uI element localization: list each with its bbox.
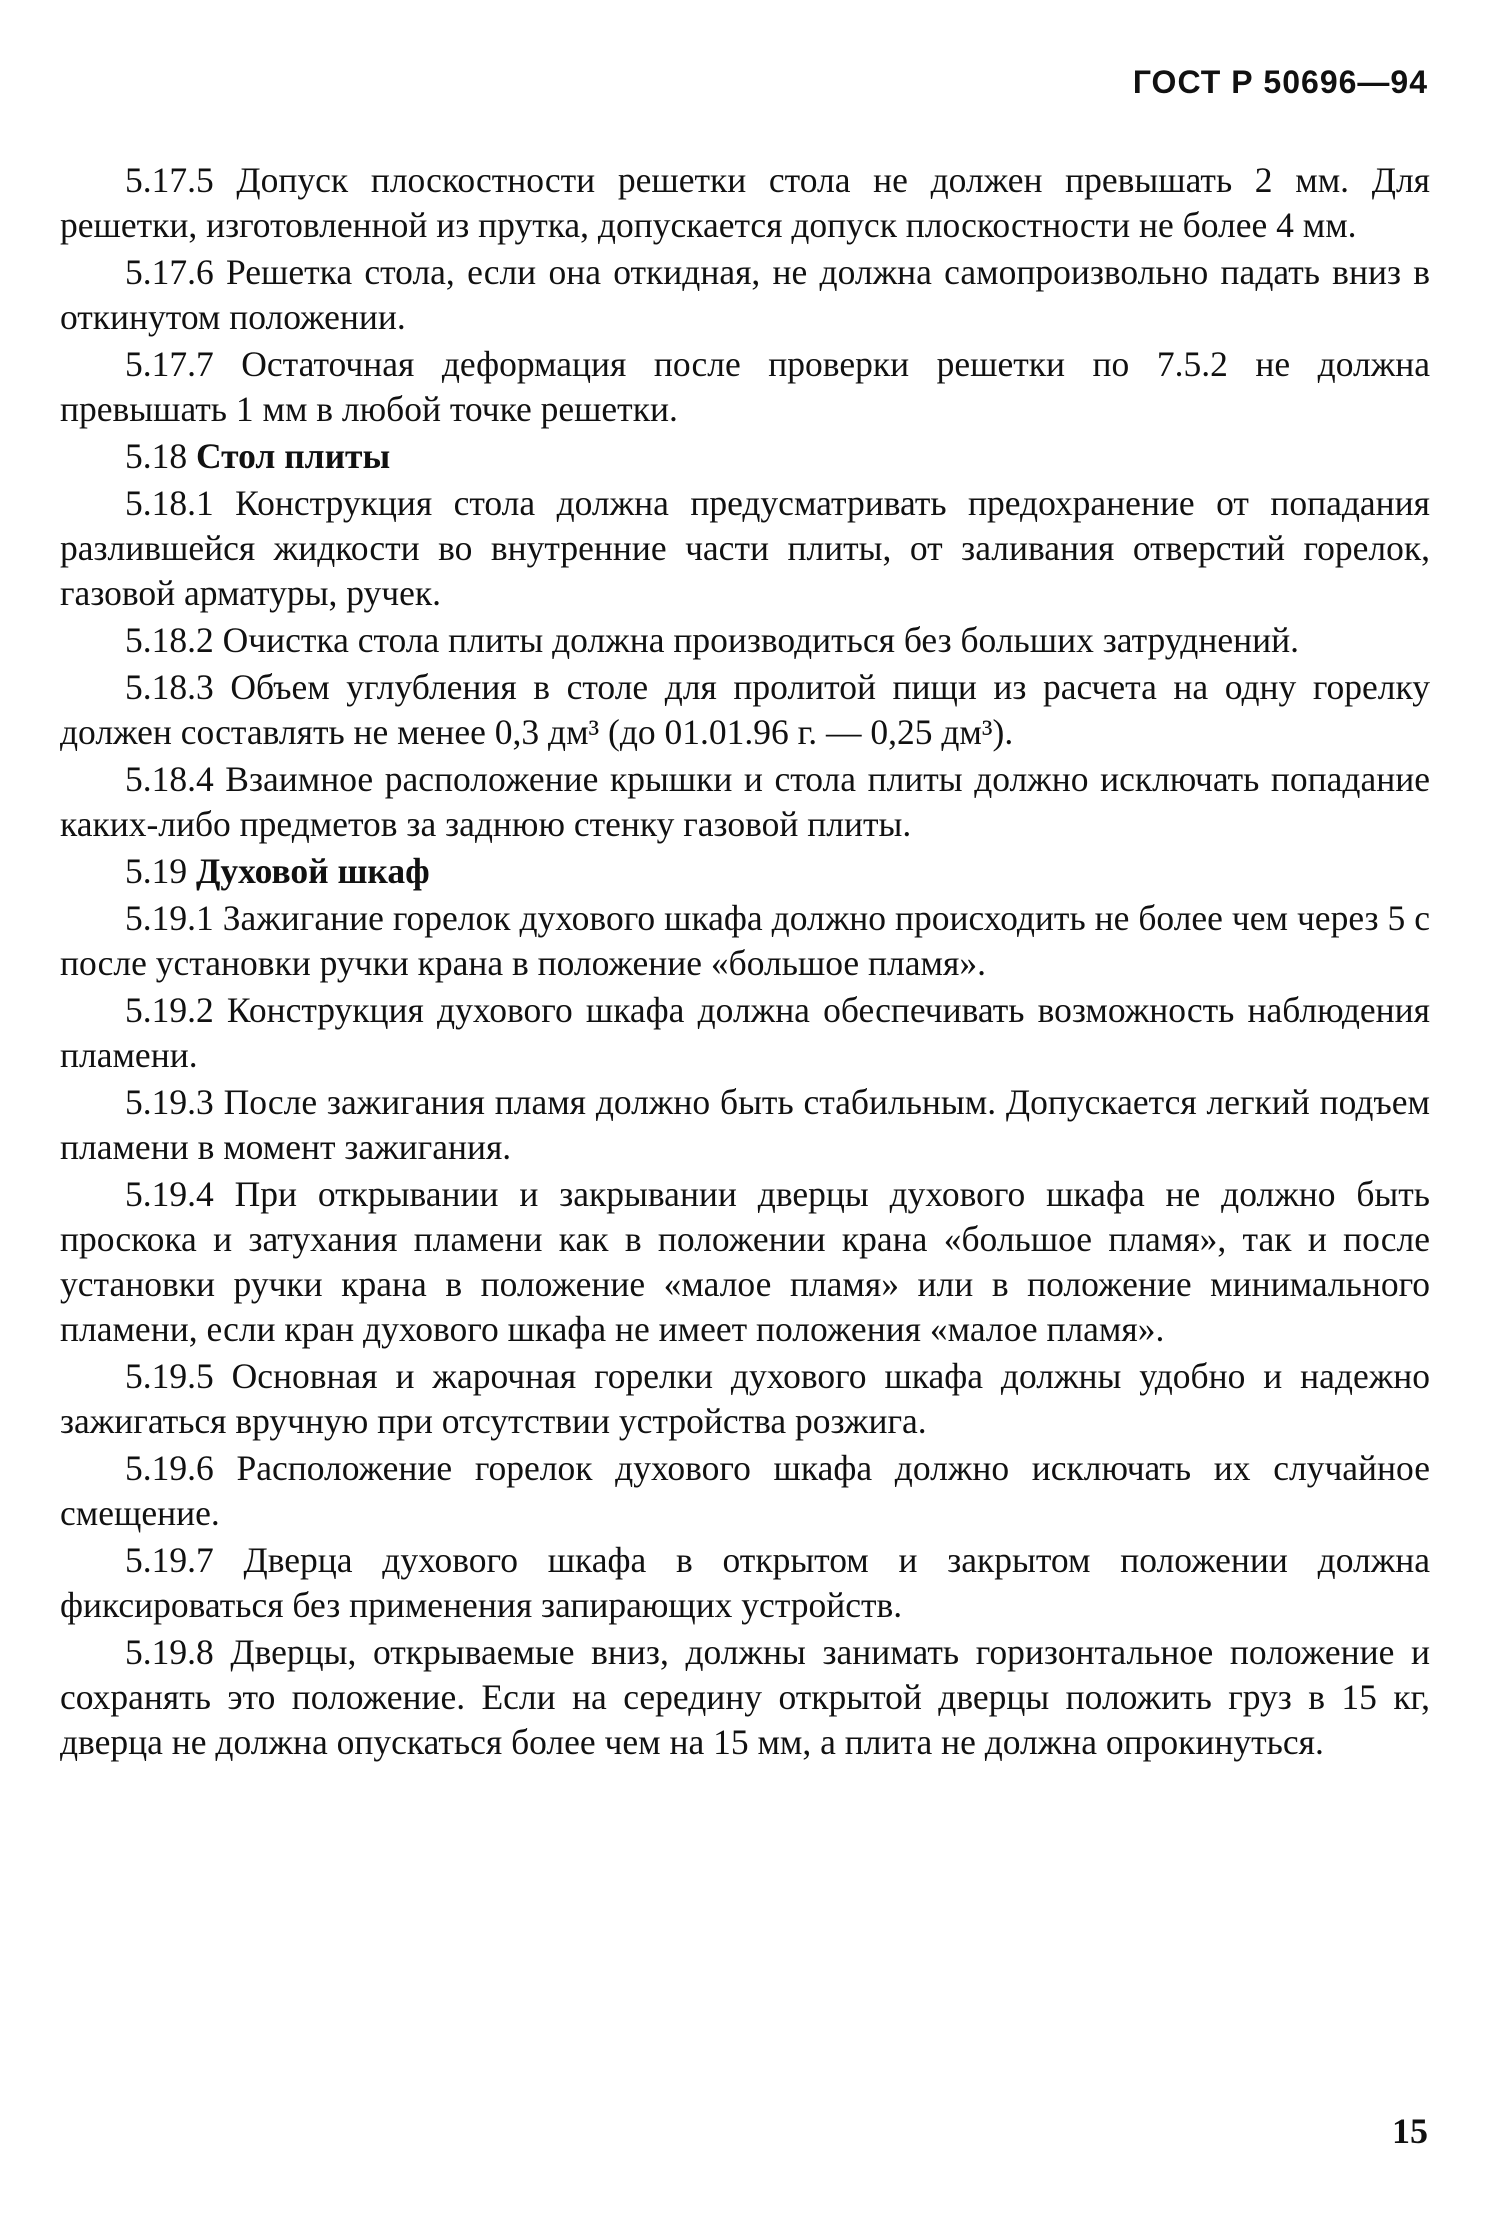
paragraph-5-19-6: 5.19.6 Расположение горелок духового шкафа должно исключать их случайное смещение. — [60, 1448, 1430, 1533]
paragraph-5-19-1: 5.19.1 Зажигание горелок духового шкафа должно происходить не более чем через 5 с после установки ручки крана в положение «большое пламя». — [60, 898, 1430, 983]
paragraph-5-18-4: 5.18.4 Взаимное расположение крышки и стола плиты должно исключать попадание каких-либо предметов за заднюю стенку газовой плиты. — [60, 759, 1430, 844]
paragraph-5-18-3: 5.18.3 Объем углубления в столе для пролитой пищи из расчета на одну горелку должен составлять не менее 0,3 дм³ (до 01.01.96 г. — 0,25 дм³). — [60, 667, 1430, 752]
paragraph-5-18-2: 5.18.2 Очистка стола плиты должна производиться без больших затруднений. — [125, 620, 1299, 660]
section-number: 5.19 — [125, 851, 188, 891]
paragraph-5-19-7: 5.19.7 Дверца духового шкафа в открытом и закрытом положении должна фиксироваться без применения запирающих устройств. — [60, 1540, 1430, 1625]
page-header-standard: ГОСТ Р 50696—94 — [1132, 64, 1428, 100]
paragraph-5-18-1: 5.18.1 Конструкция стола должна предусматривать предохранение от попадания разлившейся жидкости во внутренние части плиты, от заливания отверстий горелок, газовой арматуры, ручек. — [60, 483, 1430, 613]
paragraph-5-19-4: 5.19.4 При открывании и закрывании дверцы духового шкафа не должно быть проскока и затухания пламени как в положении крана «большое пламя», так и после установки ручки крана в положение «малое пламя» или в положение минимального пламени, если кран духового шкафа не имеет положения «малое пламя». — [60, 1174, 1430, 1349]
paragraph-5-19-2: 5.19.2 Конструкция духового шкафа должна обеспечивать возможность наблюдения пламени. — [60, 990, 1430, 1075]
paragraph-5-19-5: 5.19.5 Основная и жарочная горелки духового шкафа должны удобно и надежно зажигаться вручную при отсутствии устройства розжига. — [60, 1356, 1430, 1441]
paragraph-5-17-6: 5.17.6 Решетка стола, если она откидная, не должна самопроизвольно падать вниз в откинутом положении. — [60, 252, 1430, 337]
section-title: Стол плиты — [196, 436, 391, 476]
paragraph-5-17-5: 5.17.5 Допуск плоскостности решетки стола не должен превышать 2 мм. Для решетки, изготовленной из прутка, допускается допуск плоскостности не более 4 мм. — [60, 160, 1430, 245]
paragraph-5-17-7: 5.17.7 Остаточная деформация после проверки решетки по 7.5.2 не должна превышать 1 мм в любой точке решетки. — [60, 344, 1430, 429]
document-body — [60, 158, 1430, 1765]
paragraph-5-19-3: 5.19.3 После зажигания пламя должно быть стабильным. Допускается легкий подъем пламени в момент зажигания. — [60, 1082, 1430, 1167]
section-number: 5.18 — [125, 436, 188, 476]
page-number: 15 — [1392, 2111, 1428, 2151]
section-heading-5-18 — [60, 434, 1430, 479]
section-title: Духовой шкаф — [196, 851, 430, 891]
section-heading-5-19 — [60, 849, 1430, 894]
paragraph-5-19-8: 5.19.8 Дверцы, открываемые вниз, должны занимать горизонтальное положение и сохранять это положение. Если на середину открытой дверцы положить груз в 15 кг, дверца не должна опускаться более чем на 15 мм, а плита не должна опрокинуться. — [60, 1632, 1430, 1762]
